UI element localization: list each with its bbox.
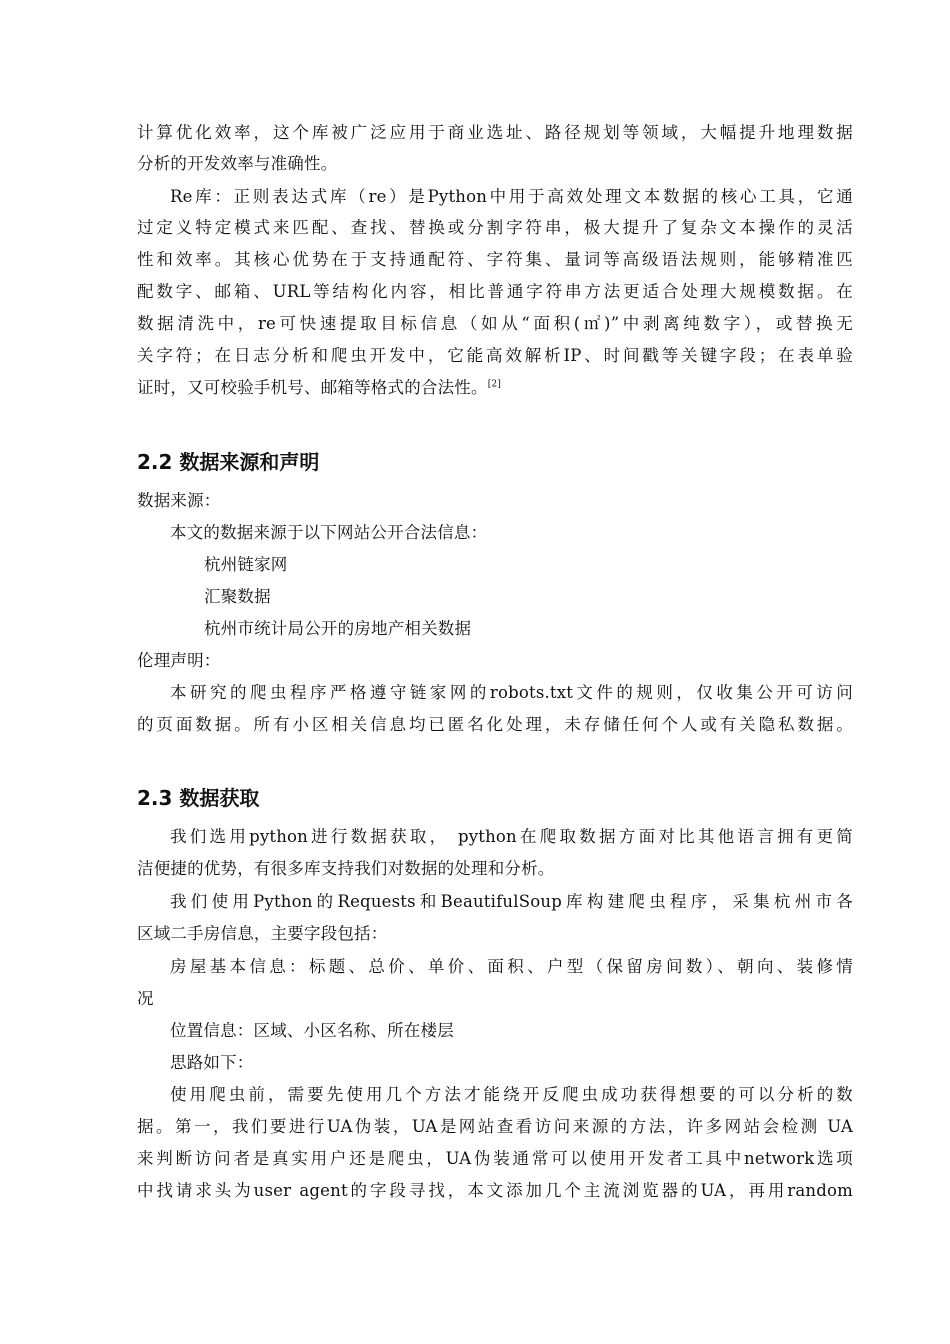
re-paragraph-line-6: 关字符；在日志分析和爬虫开发中，它能高效解析IP、时间戳等关键字段；在表单验	[137, 346, 853, 365]
ethics-line-1: 本研究的爬虫程序严格遵守链家网的robots.txt文件的规则，仅收集公开可访问	[170, 683, 853, 702]
re-paragraph-line-7	[137, 378, 853, 398]
acquisition-p6-line-3: 来判断访问者是真实用户还是爬虫，UA伪装通常可以使用开发者工具中network选项	[137, 1149, 853, 1168]
data-source-label: 数据来源：	[137, 491, 221, 510]
section-2-2-heading: 2.2 数据来源和声明	[137, 450, 320, 474]
acquisition-p6-line-4: 中找请求头为user agent的字段寻找，本文添加几个主流浏览器的UA，再用random	[137, 1181, 853, 1200]
acquisition-p3-line-2: 况	[137, 989, 154, 1008]
ethics-label: 伦理声明：	[137, 651, 221, 670]
data-source-intro: 本文的数据来源于以下网站公开合法信息：	[170, 523, 488, 542]
ethics-line-2: 的页面数据。所有小区相关信息均已匿名化处理，未存储任何个人或有关隐私数据。	[137, 715, 853, 734]
intro-line-1: 计算优化效率，这个库被广泛应用于商业选址、路径规划等领域，大幅提升地理数据	[137, 123, 853, 142]
data-source-item-3: 杭州市统计局公开的房地产相关数据	[204, 619, 472, 638]
acquisition-p3-line-1: 房屋基本信息：标题、总价、单价、面积、户型（保留房间数）、朝向、装修情	[170, 957, 853, 976]
re-paragraph-line-4: 配数字、邮箱、URL等结构化内容，相比普通字符串方法更适合处理大规模数据。在	[137, 282, 853, 301]
re-paragraph-line-1: Re库：正则表达式库（re）是Python中用于高效处理文本数据的核心工具，它通	[170, 187, 853, 206]
re-paragraph-line-5: 数据清洗中，re可快速提取目标信息（如从“面积(㎡)”中剥离纯数字），或替换无	[137, 314, 853, 333]
re-paragraph-line-2: 过定义特定模式来匹配、查找、替换或分割字符串，极大提升了复杂文本操作的灵活	[137, 218, 853, 237]
section-2-3-heading: 2.3 数据获取	[137, 786, 260, 810]
acquisition-p6-line-1: 使用爬虫前，需要先使用几个方法才能绕开反爬虫成功获得想要的可以分析的数	[170, 1085, 853, 1104]
re-paragraph-line-3: 性和效率。其核心优势在于支持通配符、字符集、量词等高级语法规则，能够精准匹	[137, 250, 853, 269]
acquisition-p2-line-2: 区域二手房信息，主要字段包括：	[137, 924, 388, 943]
acquisition-p2-line-1: 我们使用Python的Requests和BeautifulSoup库构建爬虫程序，采集杭州市各	[170, 892, 853, 911]
data-source-item-1: 杭州链家网	[204, 555, 288, 574]
acquisition-p1-line-2: 洁便捷的优势，有很多库支持我们对数据的处理和分析。	[137, 859, 555, 878]
citation-ref: [2]	[487, 379, 502, 390]
acquisition-p4: 位置信息：区域、小区名称、所在楼层	[170, 1021, 454, 1040]
acquisition-p6-line-2: 据。第一，我们要进行UA伪装，UA是网站查看访问来源的方法，许多网站会检测 UA	[137, 1117, 853, 1136]
intro-line-2: 分析的开发效率与准确性。	[137, 154, 338, 173]
data-source-item-2: 汇聚数据	[204, 587, 271, 606]
acquisition-p1-line-1: 我们选用python进行数据获取， python在爬取数据方面对比其他语言拥有更简	[170, 827, 853, 846]
re-paragraph-line-7-text: 证时，又可校验手机号、邮箱等格式的合法性。	[137, 378, 488, 397]
acquisition-p5: 思路如下：	[170, 1053, 254, 1072]
